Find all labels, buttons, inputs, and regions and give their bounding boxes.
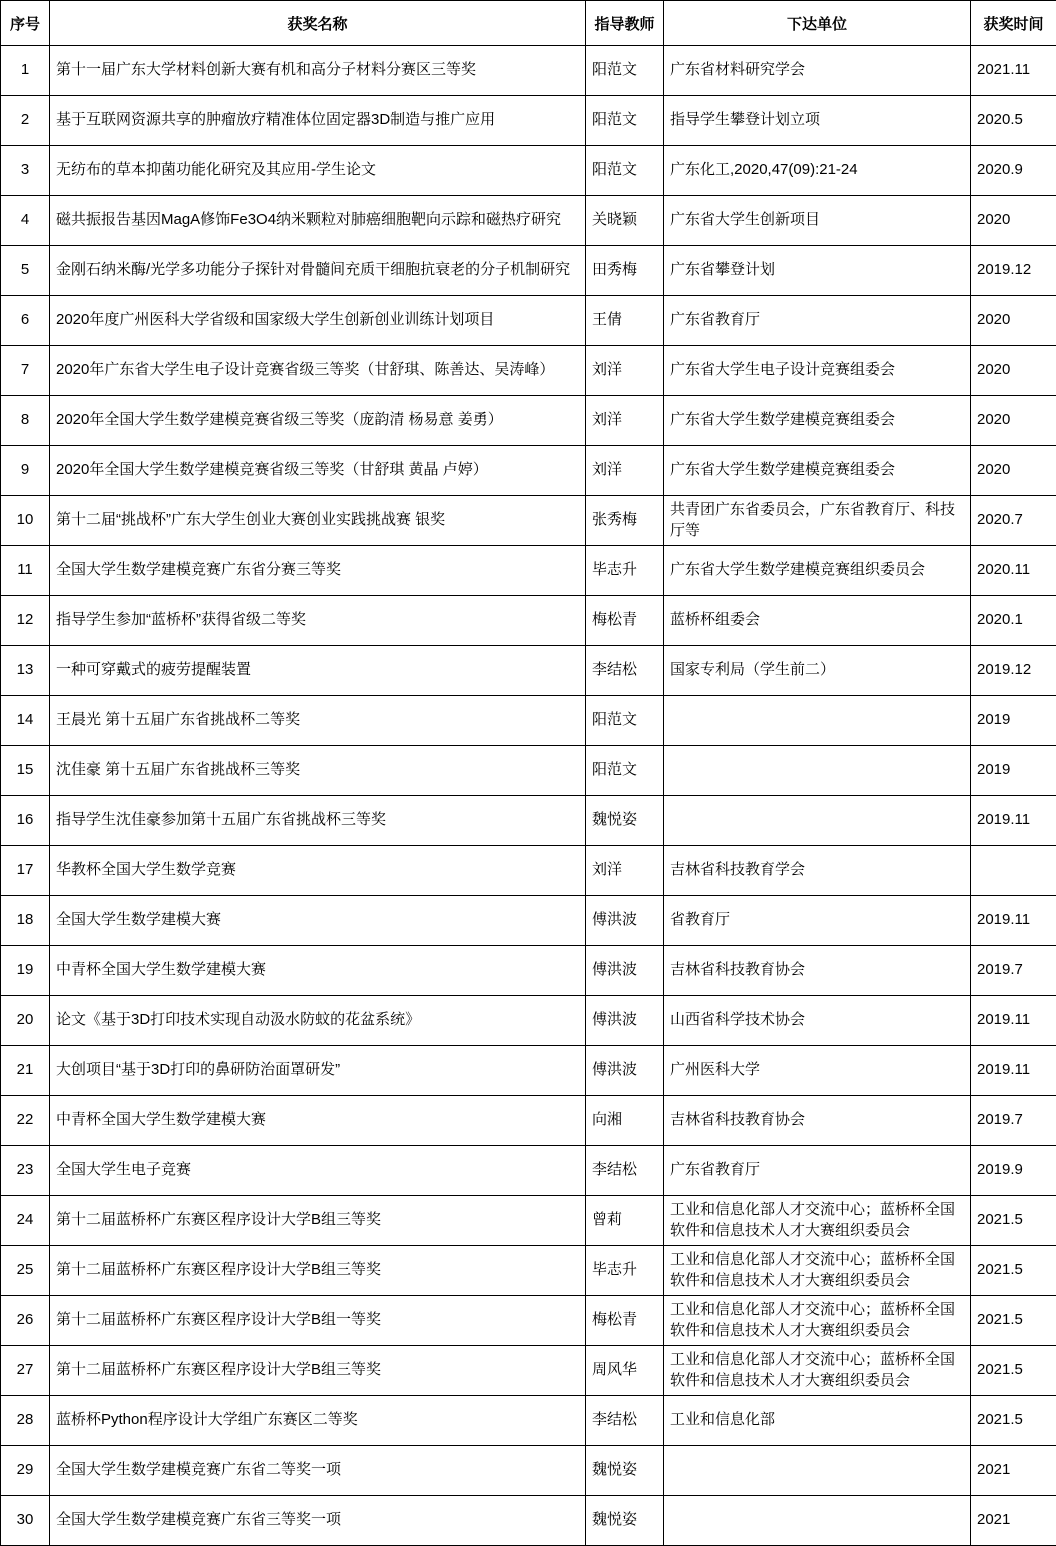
table-row — [1, 646, 1056, 696]
date-cell: 2021 — [971, 1496, 1056, 1546]
table-row — [1, 546, 1056, 596]
unit-cell: 广东省材料研究学会 — [664, 46, 971, 96]
award-name-cell: 第十二届蓝桥杯广东赛区程序设计大学B组一等奖 — [50, 1296, 586, 1346]
date-cell: 2019.11 — [971, 896, 1056, 946]
row-index-cell: 20 — [1, 996, 50, 1046]
date-cell: 2021.5 — [971, 1396, 1056, 1446]
date-cell: 2019.12 — [971, 246, 1056, 296]
table-row — [1, 1146, 1056, 1196]
date-cell: 2020.1 — [971, 596, 1056, 646]
col-header-teacher: 指导教师 — [586, 1, 664, 46]
table-row — [1, 496, 1056, 546]
award-name-cell: 论文《基于3D打印技术实现自动汲水防蚊的花盆系统》 — [50, 996, 586, 1046]
unit-cell: 广东省教育厅 — [664, 1146, 971, 1196]
award-name-cell: 第十二届蓝桥杯广东赛区程序设计大学B组三等奖 — [50, 1246, 586, 1296]
teacher-cell: 李结松 — [586, 1146, 664, 1196]
table-row — [1, 1246, 1056, 1296]
unit-cell: 指导学生攀登计划立项 — [664, 96, 971, 146]
teacher-cell: 王倩 — [586, 296, 664, 346]
unit-cell: 广东省大学生电子设计竞赛组委会 — [664, 346, 971, 396]
row-index-cell: 17 — [1, 846, 50, 896]
award-name-cell: 中青杯全国大学生数学建模大赛 — [50, 946, 586, 996]
row-index-cell: 28 — [1, 1396, 50, 1446]
date-cell: 2020 — [971, 296, 1056, 346]
table-row — [1, 696, 1056, 746]
teacher-cell: 田秀梅 — [586, 246, 664, 296]
table-row — [1, 96, 1056, 146]
col-header-date: 获奖时间 — [971, 1, 1056, 46]
teacher-cell: 魏悦姿 — [586, 1446, 664, 1496]
award-name-cell: 全国大学生数学建模大赛 — [50, 896, 586, 946]
date-cell: 2021.11 — [971, 46, 1056, 96]
row-index-cell: 16 — [1, 796, 50, 846]
unit-cell — [664, 1496, 971, 1546]
teacher-cell: 魏悦姿 — [586, 796, 664, 846]
row-index-cell: 15 — [1, 746, 50, 796]
award-name-cell: 第十一届广东大学材料创新大赛有机和高分子材料分赛区三等奖 — [50, 46, 586, 96]
unit-cell — [664, 696, 971, 746]
header-row — [1, 1, 1056, 46]
unit-cell: 吉林省科技教育协会 — [664, 946, 971, 996]
teacher-cell: 阳范文 — [586, 696, 664, 746]
award-name-cell: 2020年广东省大学生电子设计竞赛省级三等奖（甘舒琪、陈善达、吴涛峰） — [50, 346, 586, 396]
teacher-cell: 魏悦姿 — [586, 1496, 664, 1546]
date-cell: 2019.9 — [971, 1146, 1056, 1196]
date-cell: 2021.5 — [971, 1296, 1056, 1346]
teacher-cell: 刘洋 — [586, 396, 664, 446]
row-index-cell: 27 — [1, 1346, 50, 1396]
table-row — [1, 446, 1056, 496]
teacher-cell: 刘洋 — [586, 446, 664, 496]
row-index-cell: 1 — [1, 46, 50, 96]
award-name-cell: 全国大学生数学建模竞赛广东省分赛三等奖 — [50, 546, 586, 596]
date-cell: 2021.5 — [971, 1346, 1056, 1396]
row-index-cell: 14 — [1, 696, 50, 746]
table-row — [1, 1196, 1056, 1246]
table-row — [1, 996, 1056, 1046]
table-row — [1, 1396, 1056, 1446]
unit-cell: 广东省大学生创新项目 — [664, 196, 971, 246]
table-row — [1, 746, 1056, 796]
unit-cell: 广东省教育厅 — [664, 296, 971, 346]
award-name-cell: 第十二届“挑战杯”广东大学生创业大赛创业实践挑战赛 银奖 — [50, 496, 586, 546]
row-index-cell: 9 — [1, 446, 50, 496]
row-index-cell: 23 — [1, 1146, 50, 1196]
date-cell: 2020 — [971, 396, 1056, 446]
award-name-cell: 蓝桥杯Python程序设计大学组广东赛区二等奖 — [50, 1396, 586, 1446]
award-name-cell: 基于互联网资源共享的肿瘤放疗精准体位固定器3D制造与推广应用 — [50, 96, 586, 146]
row-index-cell: 2 — [1, 96, 50, 146]
unit-cell: 广东省攀登计划 — [664, 246, 971, 296]
row-index-cell: 7 — [1, 346, 50, 396]
date-cell: 2020.7 — [971, 496, 1056, 546]
row-index-cell: 11 — [1, 546, 50, 596]
unit-cell: 工业和信息化部人才交流中心；蓝桥杯全国软件和信息技术人才大赛组织委员会 — [664, 1246, 971, 1296]
unit-cell: 广东省大学生数学建模竞赛组织委员会 — [664, 546, 971, 596]
date-cell: 2021 — [971, 1446, 1056, 1496]
row-index-cell: 6 — [1, 296, 50, 346]
date-cell: 2019.12 — [971, 646, 1056, 696]
table-row — [1, 396, 1056, 446]
award-name-cell: 2020年全国大学生数学建模竞赛省级三等奖（甘舒琪 黄晶 卢婷） — [50, 446, 586, 496]
award-name-cell: 全国大学生电子竞赛 — [50, 1146, 586, 1196]
col-header-index: 序号 — [1, 1, 50, 46]
table-row — [1, 946, 1056, 996]
table-row — [1, 1046, 1056, 1096]
unit-cell: 广东省大学生数学建模竞赛组委会 — [664, 396, 971, 446]
unit-cell: 工业和信息化部 — [664, 1396, 971, 1446]
row-index-cell: 8 — [1, 396, 50, 446]
table-row — [1, 246, 1056, 296]
unit-cell: 吉林省科技教育学会 — [664, 846, 971, 896]
row-index-cell: 3 — [1, 146, 50, 196]
award-name-cell: 全国大学生数学建模竞赛广东省三等奖一项 — [50, 1496, 586, 1546]
teacher-cell: 曾莉 — [586, 1196, 664, 1246]
row-index-cell: 25 — [1, 1246, 50, 1296]
table-row — [1, 296, 1056, 346]
teacher-cell: 向湘 — [586, 1096, 664, 1146]
date-cell: 2020.9 — [971, 146, 1056, 196]
teacher-cell: 傅洪波 — [586, 1046, 664, 1096]
unit-cell: 广东化工,2020,47(09):21-24 — [664, 146, 971, 196]
table-row — [1, 796, 1056, 846]
award-name-cell: 磁共振报告基因MagA修饰Fe3O4纳米颗粒对肺癌细胞靶向示踪和磁热疗研究 — [50, 196, 586, 246]
row-index-cell: 22 — [1, 1096, 50, 1146]
table-row — [1, 1296, 1056, 1346]
teacher-cell: 傅洪波 — [586, 896, 664, 946]
date-cell: 2019.7 — [971, 1096, 1056, 1146]
teacher-cell: 张秀梅 — [586, 496, 664, 546]
teacher-cell: 阳范文 — [586, 746, 664, 796]
award-name-cell: 中青杯全国大学生数学建模大赛 — [50, 1096, 586, 1146]
teacher-cell: 李结松 — [586, 1396, 664, 1446]
unit-cell — [664, 746, 971, 796]
date-cell — [971, 846, 1056, 896]
col-header-award-name: 获奖名称 — [50, 1, 586, 46]
unit-cell: 吉林省科技教育协会 — [664, 1096, 971, 1146]
table-row — [1, 146, 1056, 196]
date-cell: 2020.5 — [971, 96, 1056, 146]
unit-cell: 广东省大学生数学建模竞赛组委会 — [664, 446, 971, 496]
unit-cell: 省教育厅 — [664, 896, 971, 946]
row-index-cell: 30 — [1, 1496, 50, 1546]
unit-cell: 工业和信息化部人才交流中心；蓝桥杯全国软件和信息技术人才大赛组织委员会 — [664, 1346, 971, 1396]
row-index-cell: 12 — [1, 596, 50, 646]
table-row — [1, 1446, 1056, 1496]
teacher-cell: 傅洪波 — [586, 996, 664, 1046]
date-cell: 2019.11 — [971, 796, 1056, 846]
award-name-cell: 第十二届蓝桥杯广东赛区程序设计大学B组三等奖 — [50, 1346, 586, 1396]
date-cell: 2019.7 — [971, 946, 1056, 996]
table-row — [1, 1346, 1056, 1396]
unit-cell: 工业和信息化部人才交流中心；蓝桥杯全国软件和信息技术人才大赛组织委员会 — [664, 1196, 971, 1246]
unit-cell: 蓝桥杯组委会 — [664, 596, 971, 646]
date-cell: 2019.11 — [971, 1046, 1056, 1096]
award-name-cell: 2020年全国大学生数学建模竞赛省级三等奖（庞韵清 杨易意 姜勇） — [50, 396, 586, 446]
table-row — [1, 1096, 1056, 1146]
date-cell: 2019 — [971, 696, 1056, 746]
teacher-cell: 关晓颖 — [586, 196, 664, 246]
row-index-cell: 21 — [1, 1046, 50, 1096]
col-header-unit: 下达单位 — [664, 1, 971, 46]
award-name-cell: 王晨光 第十五届广东省挑战杯二等奖 — [50, 696, 586, 746]
table-row — [1, 896, 1056, 946]
teacher-cell: 阳范文 — [586, 146, 664, 196]
date-cell: 2019.11 — [971, 996, 1056, 1046]
award-name-cell: 华教杯全国大学生数学竞赛 — [50, 846, 586, 896]
teacher-cell: 梅松青 — [586, 1296, 664, 1346]
table-row — [1, 846, 1056, 896]
award-name-cell: 2020年度广州医科大学省级和国家级大学生创新创业训练计划项目 — [50, 296, 586, 346]
award-name-cell: 指导学生沈佳豪参加第十五届广东省挑战杯三等奖 — [50, 796, 586, 846]
unit-cell — [664, 796, 971, 846]
unit-cell — [664, 1446, 971, 1496]
row-index-cell: 4 — [1, 196, 50, 246]
table-row — [1, 46, 1056, 96]
date-cell: 2020.11 — [971, 546, 1056, 596]
date-cell: 2020 — [971, 446, 1056, 496]
teacher-cell: 毕志升 — [586, 546, 664, 596]
teacher-cell: 周风华 — [586, 1346, 664, 1396]
date-cell: 2021.5 — [971, 1246, 1056, 1296]
date-cell: 2020 — [971, 346, 1056, 396]
date-cell: 2021.5 — [971, 1196, 1056, 1246]
award-name-cell: 第十二届蓝桥杯广东赛区程序设计大学B组三等奖 — [50, 1196, 586, 1246]
unit-cell: 国家专利局（学生前二） — [664, 646, 971, 696]
table-row — [1, 596, 1056, 646]
teacher-cell: 阳范文 — [586, 96, 664, 146]
row-index-cell: 29 — [1, 1446, 50, 1496]
unit-cell: 广州医科大学 — [664, 1046, 971, 1096]
unit-cell: 工业和信息化部人才交流中心；蓝桥杯全国软件和信息技术人才大赛组织委员会 — [664, 1296, 971, 1346]
award-name-cell: 金刚石纳米酶/光学多功能分子探针对骨髓间充质干细胞抗衰老的分子机制研究 — [50, 246, 586, 296]
row-index-cell: 10 — [1, 496, 50, 546]
date-cell: 2019 — [971, 746, 1056, 796]
unit-cell: 共青团广东省委员会，广东省教育厅、科技厅等 — [664, 496, 971, 546]
row-index-cell: 19 — [1, 946, 50, 996]
award-name-cell: 无纺布的草本抑菌功能化研究及其应用-学生论文 — [50, 146, 586, 196]
row-index-cell: 24 — [1, 1196, 50, 1246]
unit-cell: 山西省科学技术协会 — [664, 996, 971, 1046]
table-row — [1, 346, 1056, 396]
teacher-cell: 毕志升 — [586, 1246, 664, 1296]
teacher-cell: 李结松 — [586, 646, 664, 696]
teacher-cell: 梅松青 — [586, 596, 664, 646]
award-name-cell: 沈佳豪 第十五届广东省挑战杯三等奖 — [50, 746, 586, 796]
teacher-cell: 傅洪波 — [586, 946, 664, 996]
table-row — [1, 1496, 1056, 1546]
table-body — [1, 46, 1056, 1546]
teacher-cell: 刘洋 — [586, 346, 664, 396]
table-row — [1, 196, 1056, 246]
row-index-cell: 18 — [1, 896, 50, 946]
award-name-cell: 大创项目“基于3D打印的鼻研防治面罩研发” — [50, 1046, 586, 1096]
row-index-cell: 5 — [1, 246, 50, 296]
award-name-cell: 全国大学生数学建模竞赛广东省二等奖一项 — [50, 1446, 586, 1496]
award-name-cell: 指导学生参加“蓝桥杯”获得省级二等奖 — [50, 596, 586, 646]
row-index-cell: 26 — [1, 1296, 50, 1346]
date-cell: 2020 — [971, 196, 1056, 246]
row-index-cell: 13 — [1, 646, 50, 696]
award-name-cell: 一种可穿戴式的疲劳提醒装置 — [50, 646, 586, 696]
teacher-cell: 刘洋 — [586, 846, 664, 896]
teacher-cell: 阳范文 — [586, 46, 664, 96]
